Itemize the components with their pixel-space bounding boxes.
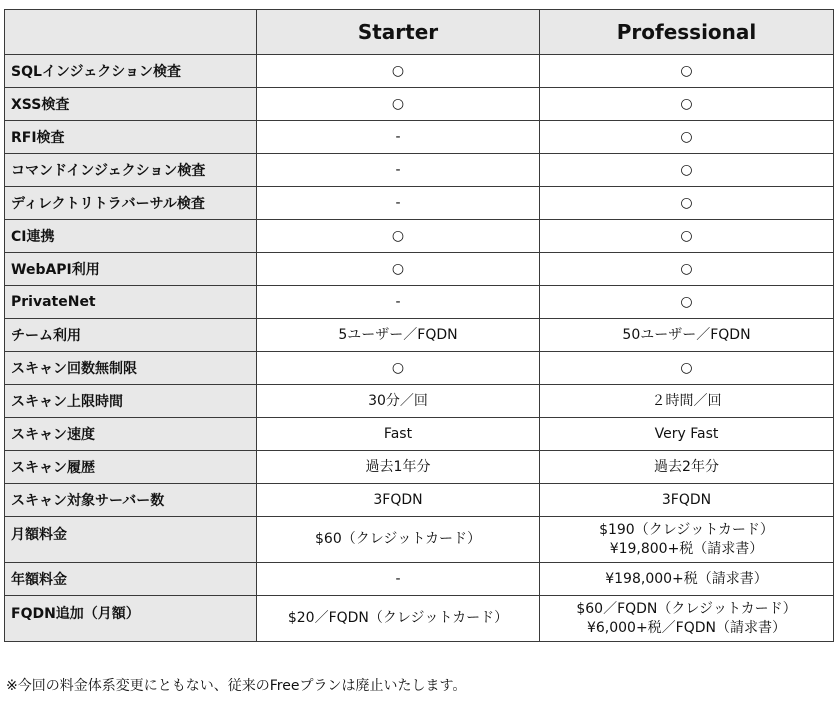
feature-label: コマンドインジェクション検査 xyxy=(5,154,257,187)
feature-label: FQDN追加（月額） xyxy=(5,596,257,642)
starter-plan-cell xyxy=(257,517,540,563)
cell-value: ○ xyxy=(391,62,405,79)
table-row xyxy=(5,220,834,253)
cell-value: ○ xyxy=(680,194,693,211)
feature-label: CI連携 xyxy=(5,220,257,253)
professional-plan-cell xyxy=(540,418,834,451)
table-row xyxy=(5,88,834,121)
cell-value: $190（クレジットカード） xyxy=(599,521,774,538)
cell-value: ○ xyxy=(680,95,693,112)
cell-value: ○ xyxy=(680,293,693,310)
starter-plan-cell xyxy=(257,55,540,88)
starter-plan-cell xyxy=(257,484,540,517)
cell-value: - xyxy=(395,161,401,178)
cell-value: - xyxy=(395,293,401,310)
table-row xyxy=(5,352,834,385)
starter-plan-cell xyxy=(257,352,540,385)
cell-value: $60／FQDN（クレジットカード） xyxy=(576,600,797,617)
professional-plan-cell xyxy=(540,154,834,187)
table-body xyxy=(5,55,834,642)
professional-plan-cell xyxy=(540,563,834,596)
cell-value: - xyxy=(395,570,401,587)
feature-label: SQLインジェクション検査 xyxy=(5,55,257,88)
table-row xyxy=(5,563,834,596)
cell-value: $60（クレジットカード） xyxy=(315,531,481,547)
table-row xyxy=(5,187,834,220)
cell-value: ○ xyxy=(680,62,693,79)
feature-label: スキャン履歴 xyxy=(5,451,257,484)
cell-value: 30分／回 xyxy=(368,392,428,409)
table-row xyxy=(5,286,834,319)
cell-value: ○ xyxy=(391,95,405,112)
cell-value: 過去1年分 xyxy=(365,458,431,475)
feature-label: スキャン回数無制限 xyxy=(5,352,257,385)
feature-label: スキャン上限時間 xyxy=(5,385,257,418)
starter-plan-cell xyxy=(257,451,540,484)
professional-plan-cell xyxy=(540,484,834,517)
cell-value: ○ xyxy=(391,227,405,244)
table-row xyxy=(5,253,834,286)
professional-plan-cell xyxy=(540,55,834,88)
professional-plan-cell xyxy=(540,596,834,642)
professional-plan-cell xyxy=(540,385,834,418)
cell-value: ○ xyxy=(680,260,693,277)
cell-value: ○ xyxy=(391,359,405,376)
plan-header-starter: Starter xyxy=(257,10,540,55)
cell-value: 50ユーザー／FQDN xyxy=(622,326,751,343)
professional-plan-cell xyxy=(540,286,834,319)
plan-header-professional: Professional xyxy=(540,10,834,55)
cell-value: - xyxy=(395,194,401,211)
header-corner-cell xyxy=(5,10,257,55)
starter-plan-cell xyxy=(257,319,540,352)
professional-plan-cell xyxy=(540,220,834,253)
feature-label: スキャン対象サーバー数 xyxy=(5,484,257,517)
feature-label: チーム利用 xyxy=(5,319,257,352)
cell-value: ○ xyxy=(391,260,405,277)
table-row xyxy=(5,418,834,451)
cell-value: 過去2年分 xyxy=(654,458,719,475)
feature-label: PrivateNet xyxy=(5,286,257,319)
table-row xyxy=(5,385,834,418)
table-row xyxy=(5,55,834,88)
starter-plan-cell xyxy=(257,418,540,451)
table-row xyxy=(5,484,834,517)
cell-value: Fast xyxy=(383,425,413,442)
starter-plan-cell xyxy=(257,88,540,121)
starter-plan-cell xyxy=(257,121,540,154)
table-row xyxy=(5,517,834,563)
cell-value: 5ユーザー／FQDN xyxy=(338,326,458,343)
cell-value: Very Fast xyxy=(654,425,719,442)
cell-value: ○ xyxy=(680,359,693,376)
starter-plan-cell xyxy=(257,220,540,253)
footnote: ※今回の料金体系変更にともない、従来のFreeプランは廃止いたします。 xyxy=(6,678,467,694)
feature-label: 年額料金 xyxy=(5,563,257,596)
starter-plan-cell xyxy=(257,154,540,187)
starter-plan-cell xyxy=(257,563,540,596)
professional-plan-cell xyxy=(540,88,834,121)
cell-value: ○ xyxy=(680,161,693,178)
table-row xyxy=(5,596,834,642)
cell-value: ¥6,000+税／FQDN（請求書） xyxy=(586,619,787,636)
table-row xyxy=(5,121,834,154)
professional-plan-cell xyxy=(540,187,834,220)
professional-plan-cell xyxy=(540,253,834,286)
cell-value: 3FQDN xyxy=(661,491,712,508)
professional-plan-cell xyxy=(540,517,834,563)
starter-plan-cell xyxy=(257,385,540,418)
cell-value: ○ xyxy=(680,128,693,145)
feature-label: RFI検査 xyxy=(5,121,257,154)
feature-label: XSS検査 xyxy=(5,88,257,121)
starter-plan-cell xyxy=(257,253,540,286)
professional-plan-cell xyxy=(540,451,834,484)
table-header-row xyxy=(5,10,834,55)
professional-plan-cell xyxy=(540,121,834,154)
cell-value: ２時間／回 xyxy=(651,392,722,409)
cell-value: $20／FQDN（クレジットカード） xyxy=(287,610,509,626)
starter-plan-cell xyxy=(257,596,540,642)
cell-value: ○ xyxy=(680,227,693,244)
table-row xyxy=(5,154,834,187)
feature-label: 月額料金 xyxy=(5,517,257,563)
starter-plan-cell xyxy=(257,187,540,220)
cell-value: ¥19,800+税（請求書） xyxy=(609,540,764,557)
table-row xyxy=(5,319,834,352)
cell-value: ¥198,000+税（請求書） xyxy=(605,570,768,587)
cell-value: 3FQDN xyxy=(373,491,423,508)
table-row xyxy=(5,451,834,484)
feature-label: WebAPI利用 xyxy=(5,253,257,286)
starter-plan-cell xyxy=(257,286,540,319)
pricing-comparison-table xyxy=(4,9,834,642)
cell-value: - xyxy=(395,128,401,145)
professional-plan-cell xyxy=(540,319,834,352)
professional-plan-cell xyxy=(540,352,834,385)
feature-label: スキャン速度 xyxy=(5,418,257,451)
feature-label: ディレクトリトラバーサル検査 xyxy=(5,187,257,220)
